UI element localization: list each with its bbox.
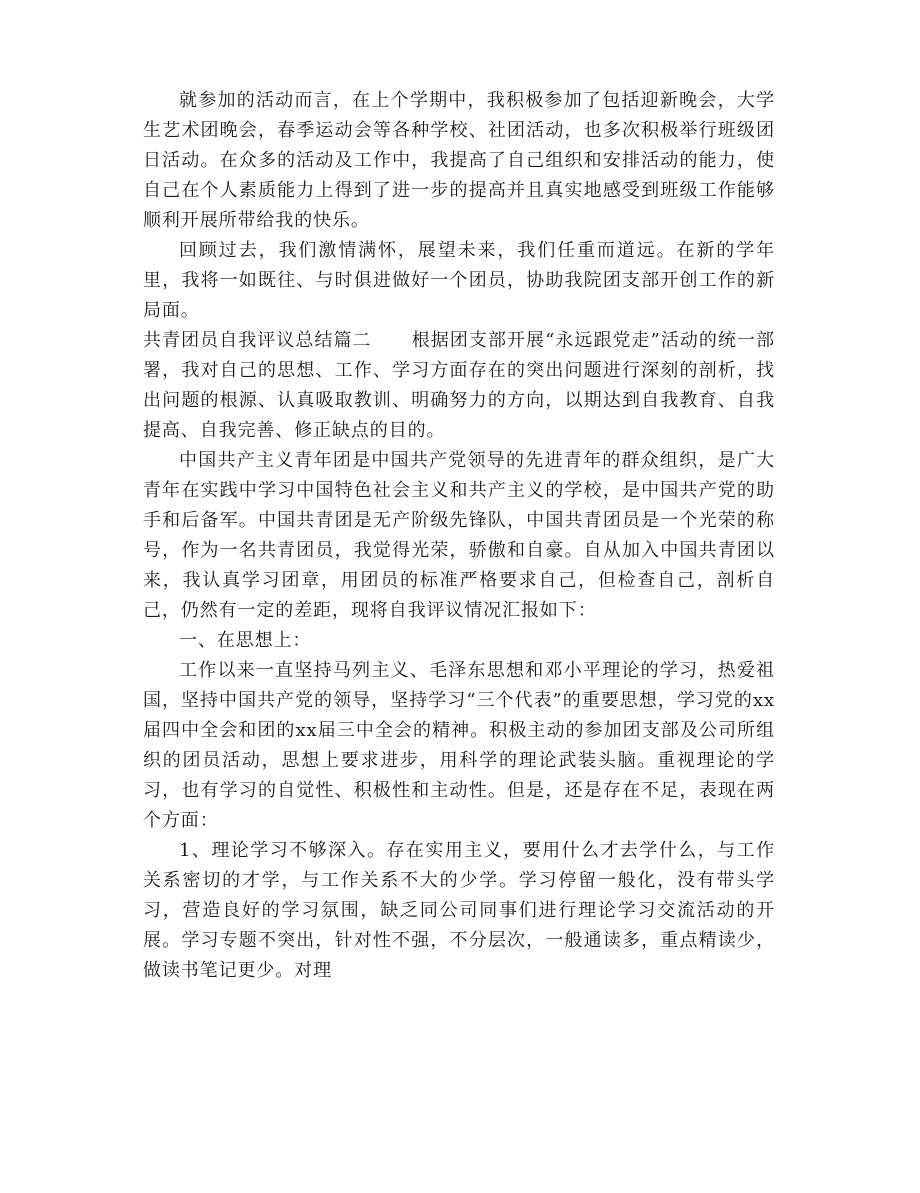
- section-heading: 共青团员自我评议总结篇二: [143, 330, 372, 351]
- paragraph: 就参加的活动而言，在上个学期中，我积极参加了包括迎新晚会，大学生艺术团晚会，春季运动会等各种学校、社团活动，也多次积极举行班级团日活动。在众多的活动及工作中，我提高了自己组织和安排活动的能力，使自己在个人素质能力上得到了进一步的提高并且真实地感受到班级工作能够顺利开展所带给我的快乐。: [143, 90, 775, 231]
- paragraph: 回顾过去，我们激情满怀，展望未来，我们任重而道远。在新的学年里，我将一如既往、与时俱进做好一个团员，协助我院团支部开创工作的新局面。: [143, 240, 775, 321]
- subsection-heading: 一、在思想上：: [179, 630, 312, 651]
- paragraph: 中国共产主义青年团是中国共产党领导的先进青年的群众组织，是广大青年在实践中学习中国特色社会主义和共产主义的学校，是中国共产党的助手和后备军。中国共青团是无产阶级先锋队，中国共青团员是一个光荣的称号，作为一名共青团员，我觉得光荣，骄傲和自豪。自从加入中国共青团以来，我认真学习团章，用团员的标准严格要求自己，但检查自己，剖析自己，仍然有一定的差距，现将自我评议情况汇报如下：: [143, 450, 775, 621]
- paragraph: 工作以来一直坚持马列主义、毛泽东思想和邓小平理论的学习，热爱祖国，坚持中国共产党的领导，坚持学习“三个代表”的重要思想，学习党的xx届四中全会和团的xx届三中全会的精神。积极主动的参加团支部及公司所组织的团员活动，思想上要求进步，用科学的理论武装头脑。重视理论的学习，也有学习的自觉性、积极性和主动性。但是，还是存在不足，表现在两个方面：: [143, 660, 775, 831]
- paragraph-with-heading: [143, 326, 775, 446]
- document-body: [143, 86, 775, 986]
- paragraph: 1、理论学习不够深入。存在实用主义，要用什么才去学什么，与工作关系密切的才学，与工作关系不大的少学。学习停留一般化，没有带头学习，营造良好的学习氛围，缺乏同公司同事们进行理论学习交流活动的开展。学习专题不突出，针对性不强，不分层次，一般通读多，重点精读少，做读书笔记更少。对理: [143, 840, 775, 981]
- paragraph-text: 根据团支部开展“永远跟党走”活动的统一部署，我对自己的思想、工作、学习方面存在的突出问题进行深刻的剖析，找出问题的根源、认真吸取教训、明确努力的方向，以期达到自我教育、自我提高、自我完善、修正缺点的目的。: [143, 330, 775, 441]
